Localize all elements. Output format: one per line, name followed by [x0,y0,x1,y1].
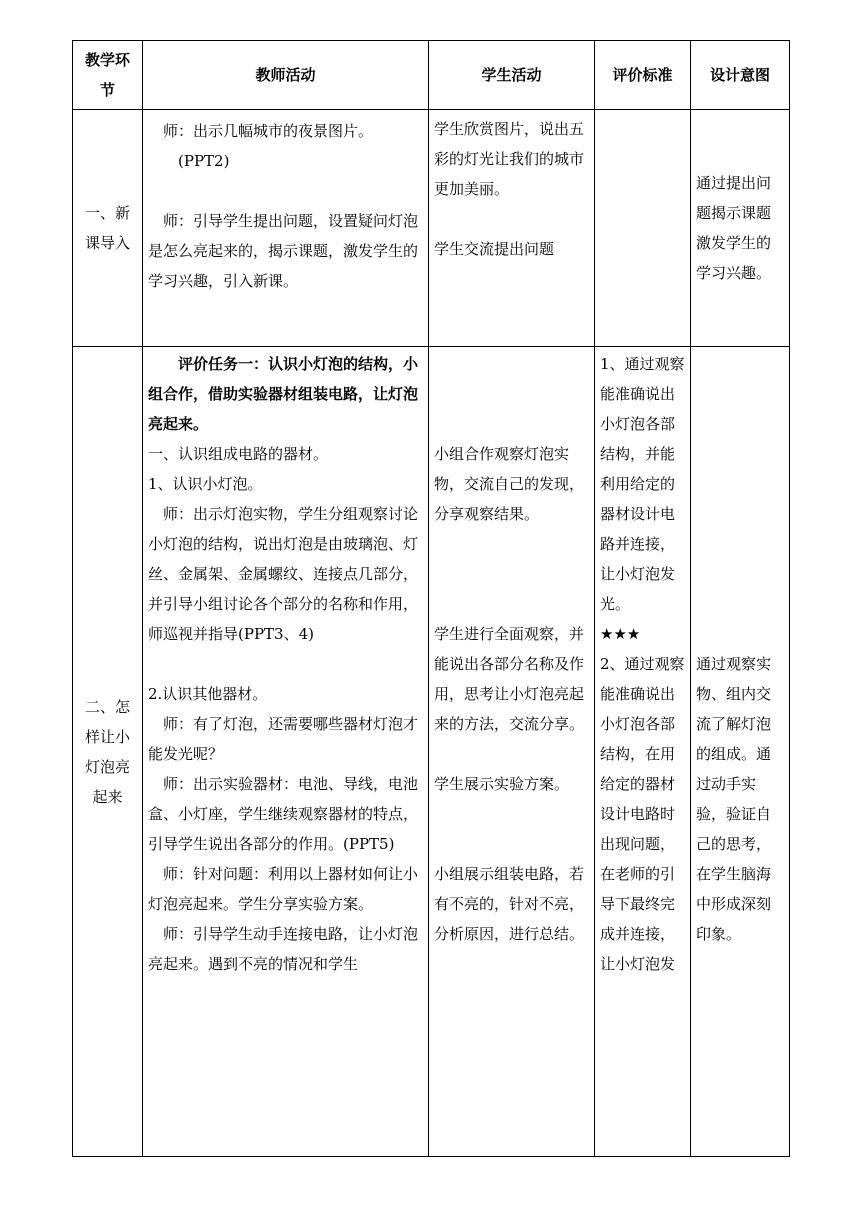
student-s4: 小组展示组装电路，若有不亮的，针对不亮，分析原因，进行总结。 [434,865,585,943]
criteria-c2: 2、通过观察能准确说出小灯泡各部结构，在用给定的器材设计电路时出现问题，在老师的引导下最终完成并连接，让小灯泡发 [600,655,685,973]
header-student-activity: 学生活动 [429,41,595,110]
teacher-para3: 师：出示实验器材：电池、导线，电池盒、小灯座，学生继续观察器材的特点，引导学生说出各部分的作用。(PPT5) [148,775,419,853]
teacher-activity-light-bulb [143,347,429,1157]
student-activity-intro [429,110,595,347]
criteria-intro [595,110,691,347]
section-equipment: 一、认识组成电路的器材。 [148,445,329,463]
student-s1: 小组合作观察灯泡实物，交流自己的发现，分享观察结果。 [434,445,585,523]
student-intro-line1: 学生欣赏图片，说出五彩的灯光让我们的城市更加美丽。 [434,120,585,198]
header-row [73,41,790,110]
stage-light-bulb: 二、怎样让小灯泡亮起来 [73,347,143,1157]
teacher-para1: 师：出示灯泡实物，学生分组观察讨论小灯泡的结构，说出灯泡是由玻璃泡、灯丝、金属架、金属螺纹、连接点几部分，并引导小组讨论各个部分的名称和作用，师巡视并指导(PPT3、4) [148,505,419,643]
teacher-para4: 师：针对问题：利用以上器材如何让小灯泡亮起来。学生分享实验方案。 [148,865,419,913]
row-intro [73,110,790,347]
criteria-c1: 1、通过观察能准确说出小灯泡各部结构，并能利用给定的器材设计电路并连接，让小灯泡发光。 [600,355,685,613]
stage-intro: 一、新课导入 [73,110,143,347]
item-other-equipment: 2.认识其他器材。 [148,685,268,703]
header-criteria: 评价标准 [595,41,691,110]
item-bulb: 1、认识小灯泡。 [148,475,263,493]
evaluation-task: 评价任务一：认识小灯泡的结构，小组合作，借助实验器材组装电路，让灯泡亮起来。 [148,355,419,433]
student-s2: 学生进行全面观察，并能说出各部分名称及作用，思考让小灯泡亮起来的方法，交流分享。 [434,625,585,733]
intent-intro: 通过提出问题揭示课题激发学生的学习兴趣。 [691,110,790,347]
teacher-intro-line2: (PPT2) [178,152,230,170]
teacher-intro-line3: 师：引导学生提出问题，设置疑问灯泡是怎么亮起来的，揭示课题，激发学生的学习兴趣，引入新课。 [148,212,419,290]
lesson-plan-table [72,40,790,1157]
header-design-intent: 设计意图 [691,41,790,110]
intent-text: 通过观察实物、组内交流了解灯泡的组成。通过动手实验，验证自己的思考，在学生脑海中形成深刻印象。 [696,655,772,943]
row-light-bulb [73,347,790,1157]
teacher-activity-intro [143,110,429,347]
student-intro-line2: 学生交流提出问题 [434,240,555,258]
student-activity-light-bulb [429,347,595,1157]
teacher-para5: 师：引导学生动手连接电路，让小灯泡亮起来。遇到不亮的情况和学生 [148,925,419,973]
criteria-light-bulb [595,347,691,1157]
criteria-stars: ★★★ [600,625,641,643]
intent-light-bulb [691,347,790,1157]
student-s3: 学生展示实验方案。 [434,775,570,793]
teacher-intro-line1: 师：出示几幅城市的夜景图片。 [163,122,374,140]
teacher-para2: 师：有了灯泡，还需要哪些器材灯泡才能发光呢？ [148,715,419,763]
header-teacher-activity: 教师活动 [143,41,429,110]
header-stage: 教学环节 [73,41,143,110]
